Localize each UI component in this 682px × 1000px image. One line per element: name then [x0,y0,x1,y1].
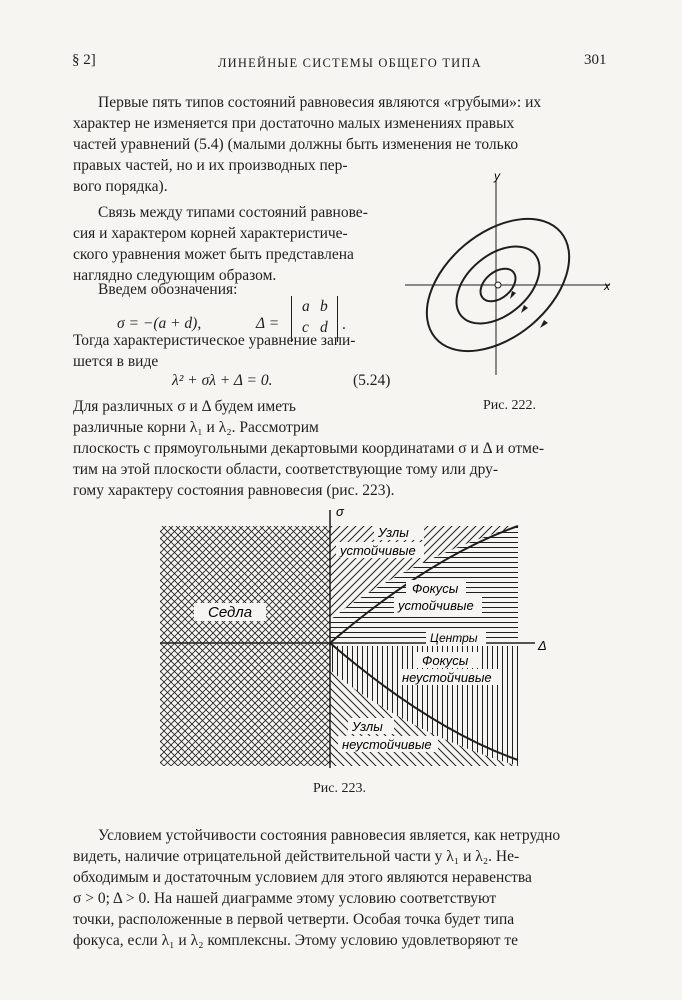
fig222-label-x: x [604,279,610,293]
p1-line-5: вого порядка). [73,178,168,195]
label-stable-foci-2: устойчивые [398,598,474,613]
p5-line-5: точки, расположенные в первой четверти. Особая точка будет типа [73,911,515,928]
p4-line-2: различные корни λ₁ и λ₂. Рассмотрим [73,419,319,436]
axis-delta-label: Δ [538,638,547,653]
p4-line-5: гому характеру состояния равновесия (рис. 223). [73,482,395,499]
notation-intro: Введем обозначения: [98,281,238,298]
fig222-arrow-inner [510,291,516,299]
fig222-arrow-outer [540,320,548,328]
p5-line-4: σ > 0; Δ > 0. На нашей диаграмме этому условию соответствуют [73,890,497,907]
p1-line-2: характер не изменяется при достаточно малых изменениях правых [73,115,515,132]
p5-line-2: видеть, наличие отрицательной действительной части у λ₁ и λ₂. Не- [73,848,520,865]
region-saddle [160,526,330,766]
page-number: 301 [584,52,607,68]
label-unstable-foci-1: Фокусы [422,653,469,668]
p3-line-2: шется в виде [73,353,159,370]
formula-delta: Δ = [256,315,280,332]
label-saddle: Седла [208,604,253,621]
p2-line-3: ского уравнения может быть представлена [73,246,354,263]
running-title: ЛИНЕЙНЫЕ СИСТЕМЫ ОБЩЕГО ТИПА [218,56,482,70]
fig222-equilibrium-point [495,282,501,288]
label-stable-nodes-2: устойчивые [340,543,416,558]
label-centers: Центры [430,631,478,645]
label-unstable-nodes-2: неустойчивые [342,737,432,752]
p4-line-3: плоскость с прямоугольными декартовыми координатами σ и Δ и отме- [73,440,544,457]
figure-222-caption: Рис. 222. [483,398,536,413]
fig222-arrow-middle [521,305,528,313]
label-stable-nodes-1: Узлы [378,525,409,540]
matrix-a: a [302,298,310,315]
p5-line-6: фокуса, если λ₁ и λ₂ комплексны. Этому условию удовлетворяют те [73,932,519,949]
p4-line-4: тим на этой плоскости области, соответствующие тому или дру- [73,461,499,478]
fig222-label-y: y [494,169,500,183]
matrix-b: b [320,298,328,315]
label-stable-foci-1: Фокусы [412,581,459,596]
section-marker: § 2] [72,52,96,68]
p5-line-3: обходимым и достаточным условием для этого являются неравенства [73,869,532,886]
figure-223-diagram [150,500,550,775]
p2-line-2: сия и характером корней характеристиче- [73,225,348,242]
p2-line-4: наглядно следующим образом. [73,267,277,284]
formula-sigma: σ = −(a + d), [117,315,202,332]
p1-line-1: Первые пять типов состояний равновесия являются «грубыми»: их [98,94,542,111]
figure-222-phase-portrait [400,160,620,390]
p4-line-1: Для различных σ и Δ будем иметь [73,398,296,415]
axis-sigma-label: σ [336,504,344,519]
matrix-d: d [320,319,328,336]
matrix-c: c [302,319,309,336]
p1-line-4: правых частей, но и их производных пер- [73,157,348,174]
label-unstable-foci-2: неустойчивые [402,670,492,685]
characteristic-equation: λ² + σλ + Δ = 0. [172,372,273,389]
p1-line-3: частей уравнений (5.4) (малыми должны быть изменения не только [73,136,519,153]
p2-line-1: Связь между типами состояний равнове- [98,204,368,221]
equation-number: (5.24) [353,372,391,389]
figure-223-caption: Рис. 223. [313,781,366,796]
determinant: a b c d . [291,296,349,342]
p3-line-1: Тогда характеристическое уравнение запи- [73,332,356,349]
label-unstable-nodes-1: Узлы [352,719,383,734]
p5-line-1: Условием устойчивости состояния равновесия является, как нетрудно [98,827,561,844]
